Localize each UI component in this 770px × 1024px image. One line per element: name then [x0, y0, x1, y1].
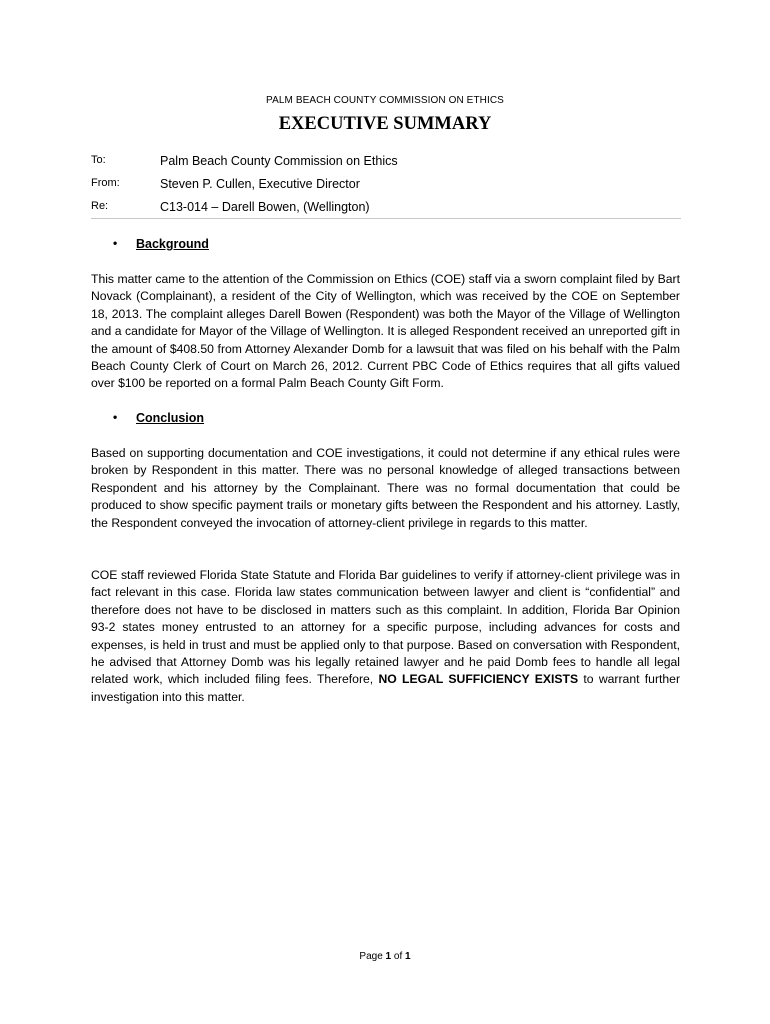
conclusion-bullet: • — [113, 410, 118, 424]
memo-re-value: C13-014 – Darell Bowen, (Wellington) — [160, 200, 370, 214]
memo-re-row — [91, 200, 681, 218]
background-heading-text: Background — [136, 237, 209, 251]
page-word: Page — [359, 951, 383, 962]
document-title: EXECUTIVE SUMMARY — [278, 114, 492, 134]
conclusion-paragraph-2 — [91, 567, 680, 706]
memo-re-label: Re: — [91, 200, 109, 212]
background-bullet: • — [113, 236, 118, 250]
memo-to-label: To: — [91, 154, 106, 166]
total-pages-number: 1 — [405, 951, 411, 962]
background-paragraph: This matter came to the attention of the Commission on Ethics (COE) staff via a sworn complaint filed by Bart Novack (Complainant), a resident of the City of Wellington, which was received by the COE on September 18, 2013. The complaint alleges Darell Bowen (Respondent) was both the Mayor of the Village of Wellington and a candidate for Mayor of the Village of Wellington. It is alleged Respondent received an unreported gift in the amount of $408.50 from Attorney Alexander Domb for a lawsuit that was filed on his behalf with the Palm Beach County Clerk of Court on March 26, 2012. Current PBC Code of Ethics requires that all gifts valued over $100 be reported on a formal Palm Beach County Gift Form. — [91, 272, 680, 391]
memo-to-value: Palm Beach County Commission on Ethics — [160, 154, 398, 168]
conclusion-heading-text: Conclusion — [136, 411, 205, 425]
memo-from-value: Steven P. Cullen, Executive Director — [160, 177, 360, 191]
current-page-number: 1 — [385, 951, 392, 962]
memo-to-row — [91, 154, 681, 172]
conclusion-paragraph-2-end: to warrant further investigation into this matter. — [91, 672, 681, 704]
memo-from-label: From: — [91, 177, 120, 189]
conclusion-paragraph-1: Based on supporting documentation and COE investigations, it could not determine if any ethical rules were broken by Respondent in this matter. There was no personal knowledge of alleged transactions between Respondent and his attorney by the Complainant. There was no formal documentation that could be produced to show specific payment trails or monetary gifts between the Respondent and his attorney. Lastly, the Respondent conveyed the invocation of attorney-client privilege in regards to this matter. — [91, 446, 680, 530]
finding-statement: NO LEGAL SUFFICIENCY EXISTS — [378, 672, 579, 687]
conclusion-paragraph-2-main: COE staff reviewed Florida State Statute and Florida Bar guidelines to verify if attorney-client privilege was in fact relevant in this case. Florida law states communication between lawyer and client is “confidential” and therefore does not have to be disclosed in matters such as this complaint. In addition, Florida Bar Opinion 93-2 states money entrusted to an attorney for a specific purpose, including advances for costs and expenses, is held in trust and must be applied only to that purpose. Based on conversation with Respondent, he advised that Attorney Domb was his legally retained lawyer and he paid Domb fees to handle all legal related work, which included filing fees. Therefore, — [91, 568, 680, 687]
page-footer — [0, 951, 770, 962]
organization-name: PALM BEACH COUNTY COMMISSION ON ETHICS — [266, 95, 504, 106]
of-word: of — [393, 951, 403, 962]
header-divider — [91, 218, 681, 219]
memo-from-row — [91, 177, 681, 195]
